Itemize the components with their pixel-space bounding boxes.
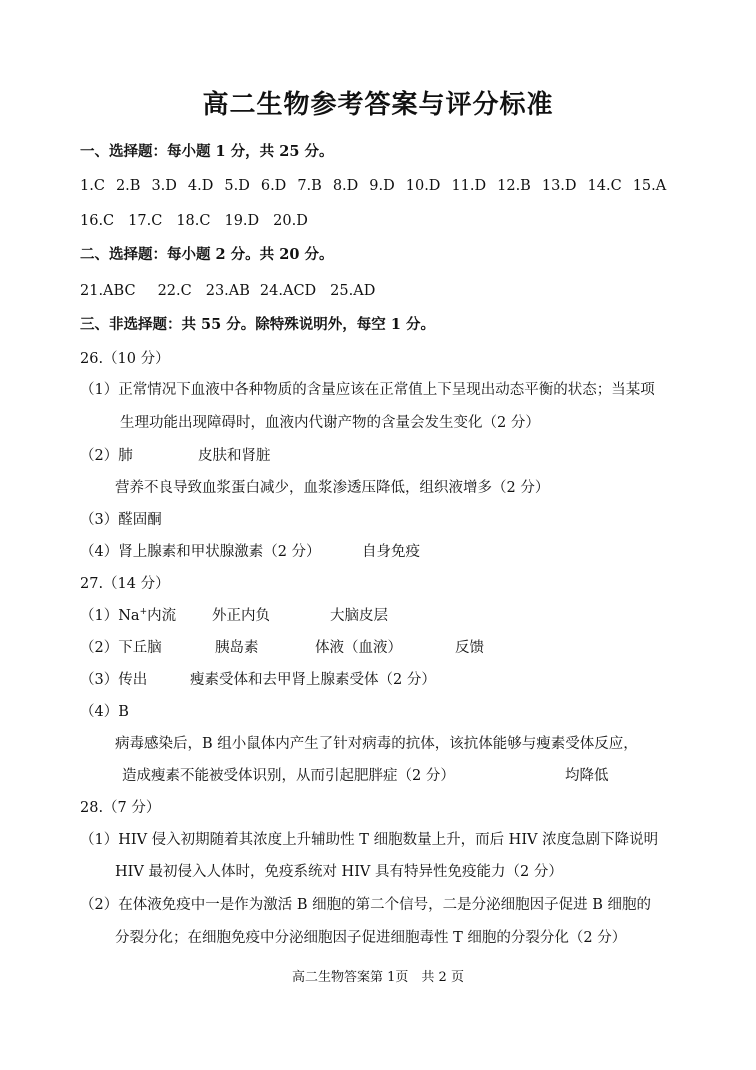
answer-item: 24.ACD — [259, 283, 317, 299]
q28-p1-line1: （1）HIV 侵入初期随着其浓度上升辅助性 T 细胞数量上升，而后 HIV 浓度急剧下降说明 — [80, 832, 659, 848]
q27-p1-a-post: 内流 — [147, 608, 177, 624]
answer-item: 12.B — [497, 178, 531, 194]
q27-p4-line3-b: 均降低 — [565, 768, 609, 784]
q27-p1-a — [80, 606, 176, 626]
q28-p2-line1: （2）在体液免疫中一是作为激活 B 细胞的第二个信号，二是分泌细胞因子促进 B 细胞的 — [80, 897, 651, 913]
q27-p1-a-sup: + — [139, 607, 148, 618]
answer-item: 19.D — [224, 213, 260, 229]
answer-item: 14.C — [587, 178, 622, 194]
answer-item: 7.B — [297, 178, 322, 194]
answer-item: 23.AB — [205, 283, 250, 299]
q27-p2-b: 胰岛素 — [215, 640, 259, 656]
q28-p2-line2: 分裂分化；在细胞免疫中分泌细胞因子促进细胞毒性 T 细胞的分裂分化（2 分） — [115, 930, 627, 946]
q27-p1-b: 外正内负 — [212, 608, 270, 624]
page-title: 高二生物参考答案与评分标准 — [202, 90, 554, 120]
q26-label: 26.（10 分） — [80, 351, 170, 367]
q26-p2-line2: 营养不良导致血浆蛋白减少，血浆渗透压降低，组织液增多（2 分） — [115, 480, 550, 496]
page-footer: 高二生物答案第 1页 共 2 页 — [292, 970, 464, 985]
q26-p1-line2: 生理功能出现障碍时，血液内代谢产物的含量会发生变化（2 分） — [120, 415, 540, 431]
q27-p2-d: 反馈 — [455, 640, 484, 656]
answer-item: 8.D — [332, 178, 359, 194]
answer-row-2 — [80, 211, 322, 231]
answer-item: 17.C — [128, 213, 163, 229]
q27-p4-line2: 病毒感染后，B 组小鼠体内产生了针对病毒的抗体，该抗体能够与瘦素受体反应， — [115, 736, 638, 752]
section1-heading: 一、选择题：每小题 1 分，共 25 分。 — [80, 143, 334, 160]
answer-item: 6.D — [260, 178, 287, 194]
answer-item: 21.ABC — [80, 283, 136, 299]
q27-label: 27.（14 分） — [80, 576, 170, 592]
q27-p2-a: （2）下丘脑 — [80, 640, 162, 656]
answer-row-1 — [80, 176, 677, 196]
answer-item: 2.B — [115, 178, 141, 194]
q26-p2-a: （2）肺 — [80, 448, 133, 464]
answer-item: 1.C — [80, 178, 105, 194]
q27-p1-c: 大脑皮层 — [330, 608, 388, 624]
answer-row-3 — [80, 281, 389, 301]
answer-item: 11.D — [451, 178, 487, 194]
answer-item: 22.C — [157, 283, 192, 299]
q27-p2-c: 体液（血液） — [315, 640, 402, 656]
answer-item: 20.D — [273, 213, 308, 229]
answer-item: 18.C — [176, 213, 211, 229]
answer-item: 9.D — [369, 178, 395, 194]
q26-p2-b: 皮肤和肾脏 — [198, 448, 271, 464]
q27-p3-b: 瘦素受体和去甲肾上腺素受体（2 分） — [190, 672, 436, 688]
q28-p1-line2: HIV 最初侵入人体时，免疫系统对 HIV 具有特异性免疫能力（2 分） — [115, 864, 563, 880]
q28-label: 28.（7 分） — [80, 800, 161, 816]
answer-item: 15.A — [632, 178, 667, 194]
q27-p1-a-pre: （1）Na — [80, 608, 140, 624]
q26-p4-a: （4）肾上腺素和甲状腺激素（2 分） — [80, 544, 321, 560]
answer-item: 5.D — [224, 178, 250, 194]
answer-item: 3.D — [151, 178, 177, 194]
q27-p4: （4）B — [80, 704, 129, 720]
section3-heading: 三、非选择题：共 55 分。除特殊说明外，每空 1 分。 — [80, 316, 435, 333]
answer-item: 16.C — [80, 213, 115, 229]
section2-heading: 二、选择题：每小题 2 分。共 20 分。 — [80, 246, 334, 263]
q26-p1-line1: （1）正常情况下血液中各种物质的含量应该在正常值上下呈现出动态平衡的状态；当某项 — [80, 382, 655, 398]
answer-item: 25.AD — [330, 283, 376, 299]
q27-p3-a: （3）传出 — [80, 672, 148, 688]
q27-p4-line3: 造成瘦素不能被受体识别，从而引起肥胖症（2 分） — [122, 768, 455, 784]
answer-item: 10.D — [405, 178, 441, 194]
q26-p3: （3）醛固酮 — [80, 512, 162, 528]
q26-p4-b: 自身免疫 — [362, 544, 420, 560]
answer-item: 13.D — [541, 178, 577, 194]
answer-item: 4.D — [187, 178, 214, 194]
